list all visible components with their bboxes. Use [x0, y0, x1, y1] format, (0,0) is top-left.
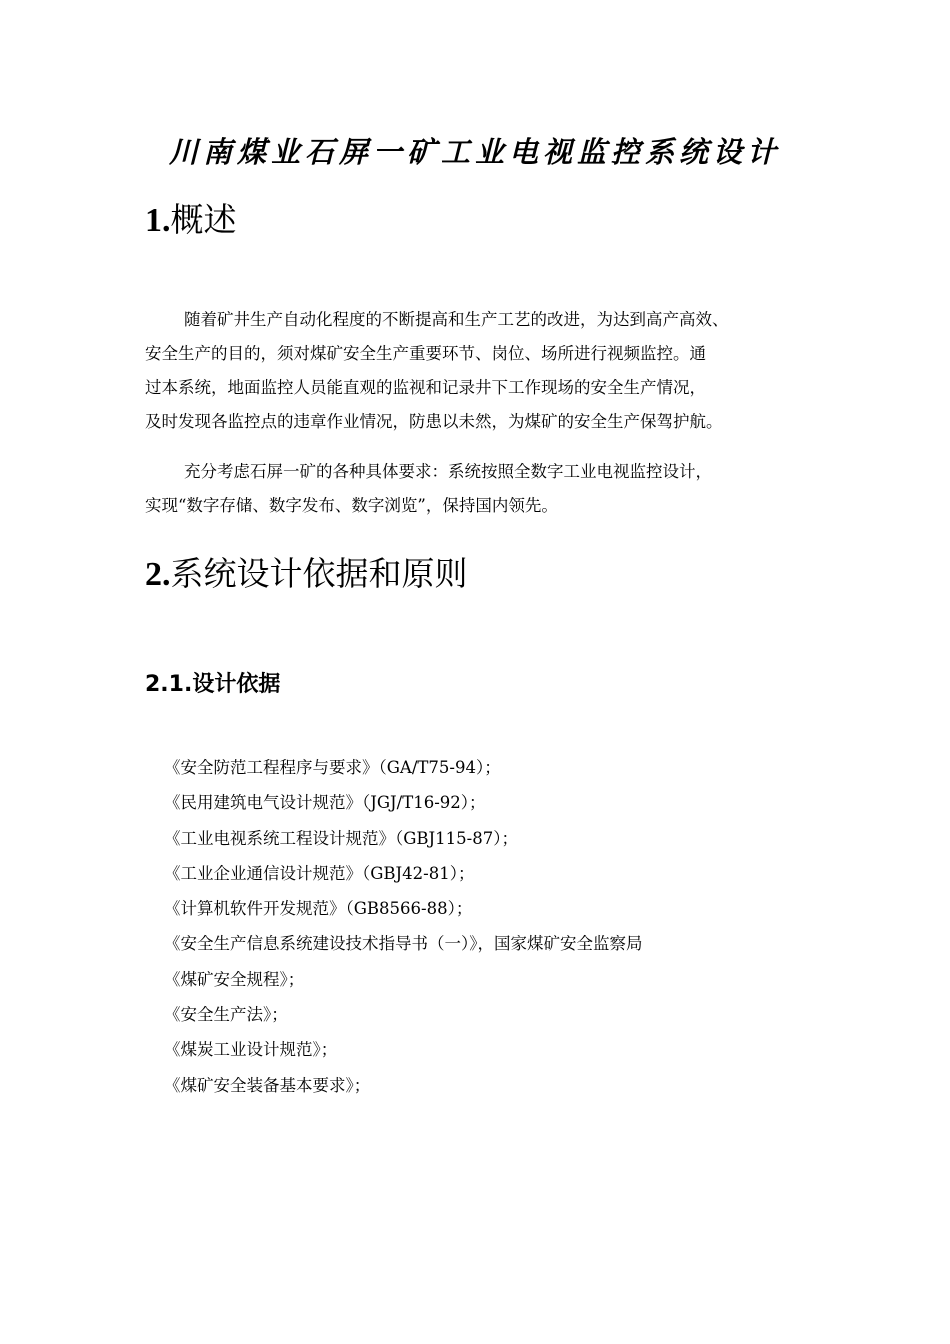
document-title: 川南煤业石屏一矿工业电视监控系统设计 [168, 135, 781, 169]
reference-item: 《民用建筑电气设计规范》（JGJ/T16-92）； [164, 793, 486, 813]
subsection-heading-design-basis [145, 668, 280, 702]
section-title: 概述 [170, 200, 237, 239]
subsection-title: 设计依据 [192, 672, 281, 697]
reference-item: 《煤炭工业设计规范》； [164, 1040, 338, 1060]
section-heading-design-basis [145, 552, 468, 597]
paragraph-line: 充分考虑石屏一矿的各种具体要求：系统按照全数字工业电视监控设计， [184, 462, 712, 481]
section-number: 1. [145, 202, 171, 239]
reference-item: 《计算机软件开发规范》（GB8566-88）； [164, 899, 473, 919]
paragraph-line: 安全生产的目的，须对煤矿安全生产重要环节、岗位、场所进行视频监控。通 [145, 344, 706, 363]
paragraph-line: 过本系统，地面监控人员能直观的监视和记录井下工作现场的安全生产情况， [145, 378, 706, 397]
reference-item: 《工业企业通信设计规范》（GBJ42-81）； [164, 863, 475, 883]
reference-item: 《工业电视系统工程设计规范》（GBJ115-87）； [164, 828, 518, 848]
overview-paragraph-1 [145, 303, 835, 439]
paragraph-line: 随着矿井生产自动化程度的不断提高和生产工艺的改进，为达到高产高效、 [184, 310, 729, 329]
reference-item: 《安全生产信息系统建设技术指导书（一）》，国家煤矿安全监察局 [164, 934, 643, 954]
reference-item: 《安全生产法》； [164, 1005, 288, 1025]
reference-item: 《安全防范工程程序与要求》（GA/T75-94）； [164, 758, 501, 777]
reference-item: 《煤矿安全装备基本要求》； [164, 1075, 371, 1095]
section-number: 2. [145, 556, 171, 593]
paragraph-line: 实现“数字存储、数字发布、数字浏览”，保持国内领先。 [145, 496, 558, 515]
overview-paragraph-2 [145, 455, 835, 523]
section-title: 系统设计依据和原则 [170, 554, 468, 593]
section-heading-overview [145, 198, 237, 243]
reference-item: 《煤矿安全规程》； [164, 969, 305, 989]
paragraph-line: 及时发现各监控点的违章作业情况，防患以未然，为煤矿的安全生产保驾护航。 [145, 412, 723, 431]
reference-list [164, 750, 643, 1103]
subsection-number: 2.1. [145, 672, 193, 697]
